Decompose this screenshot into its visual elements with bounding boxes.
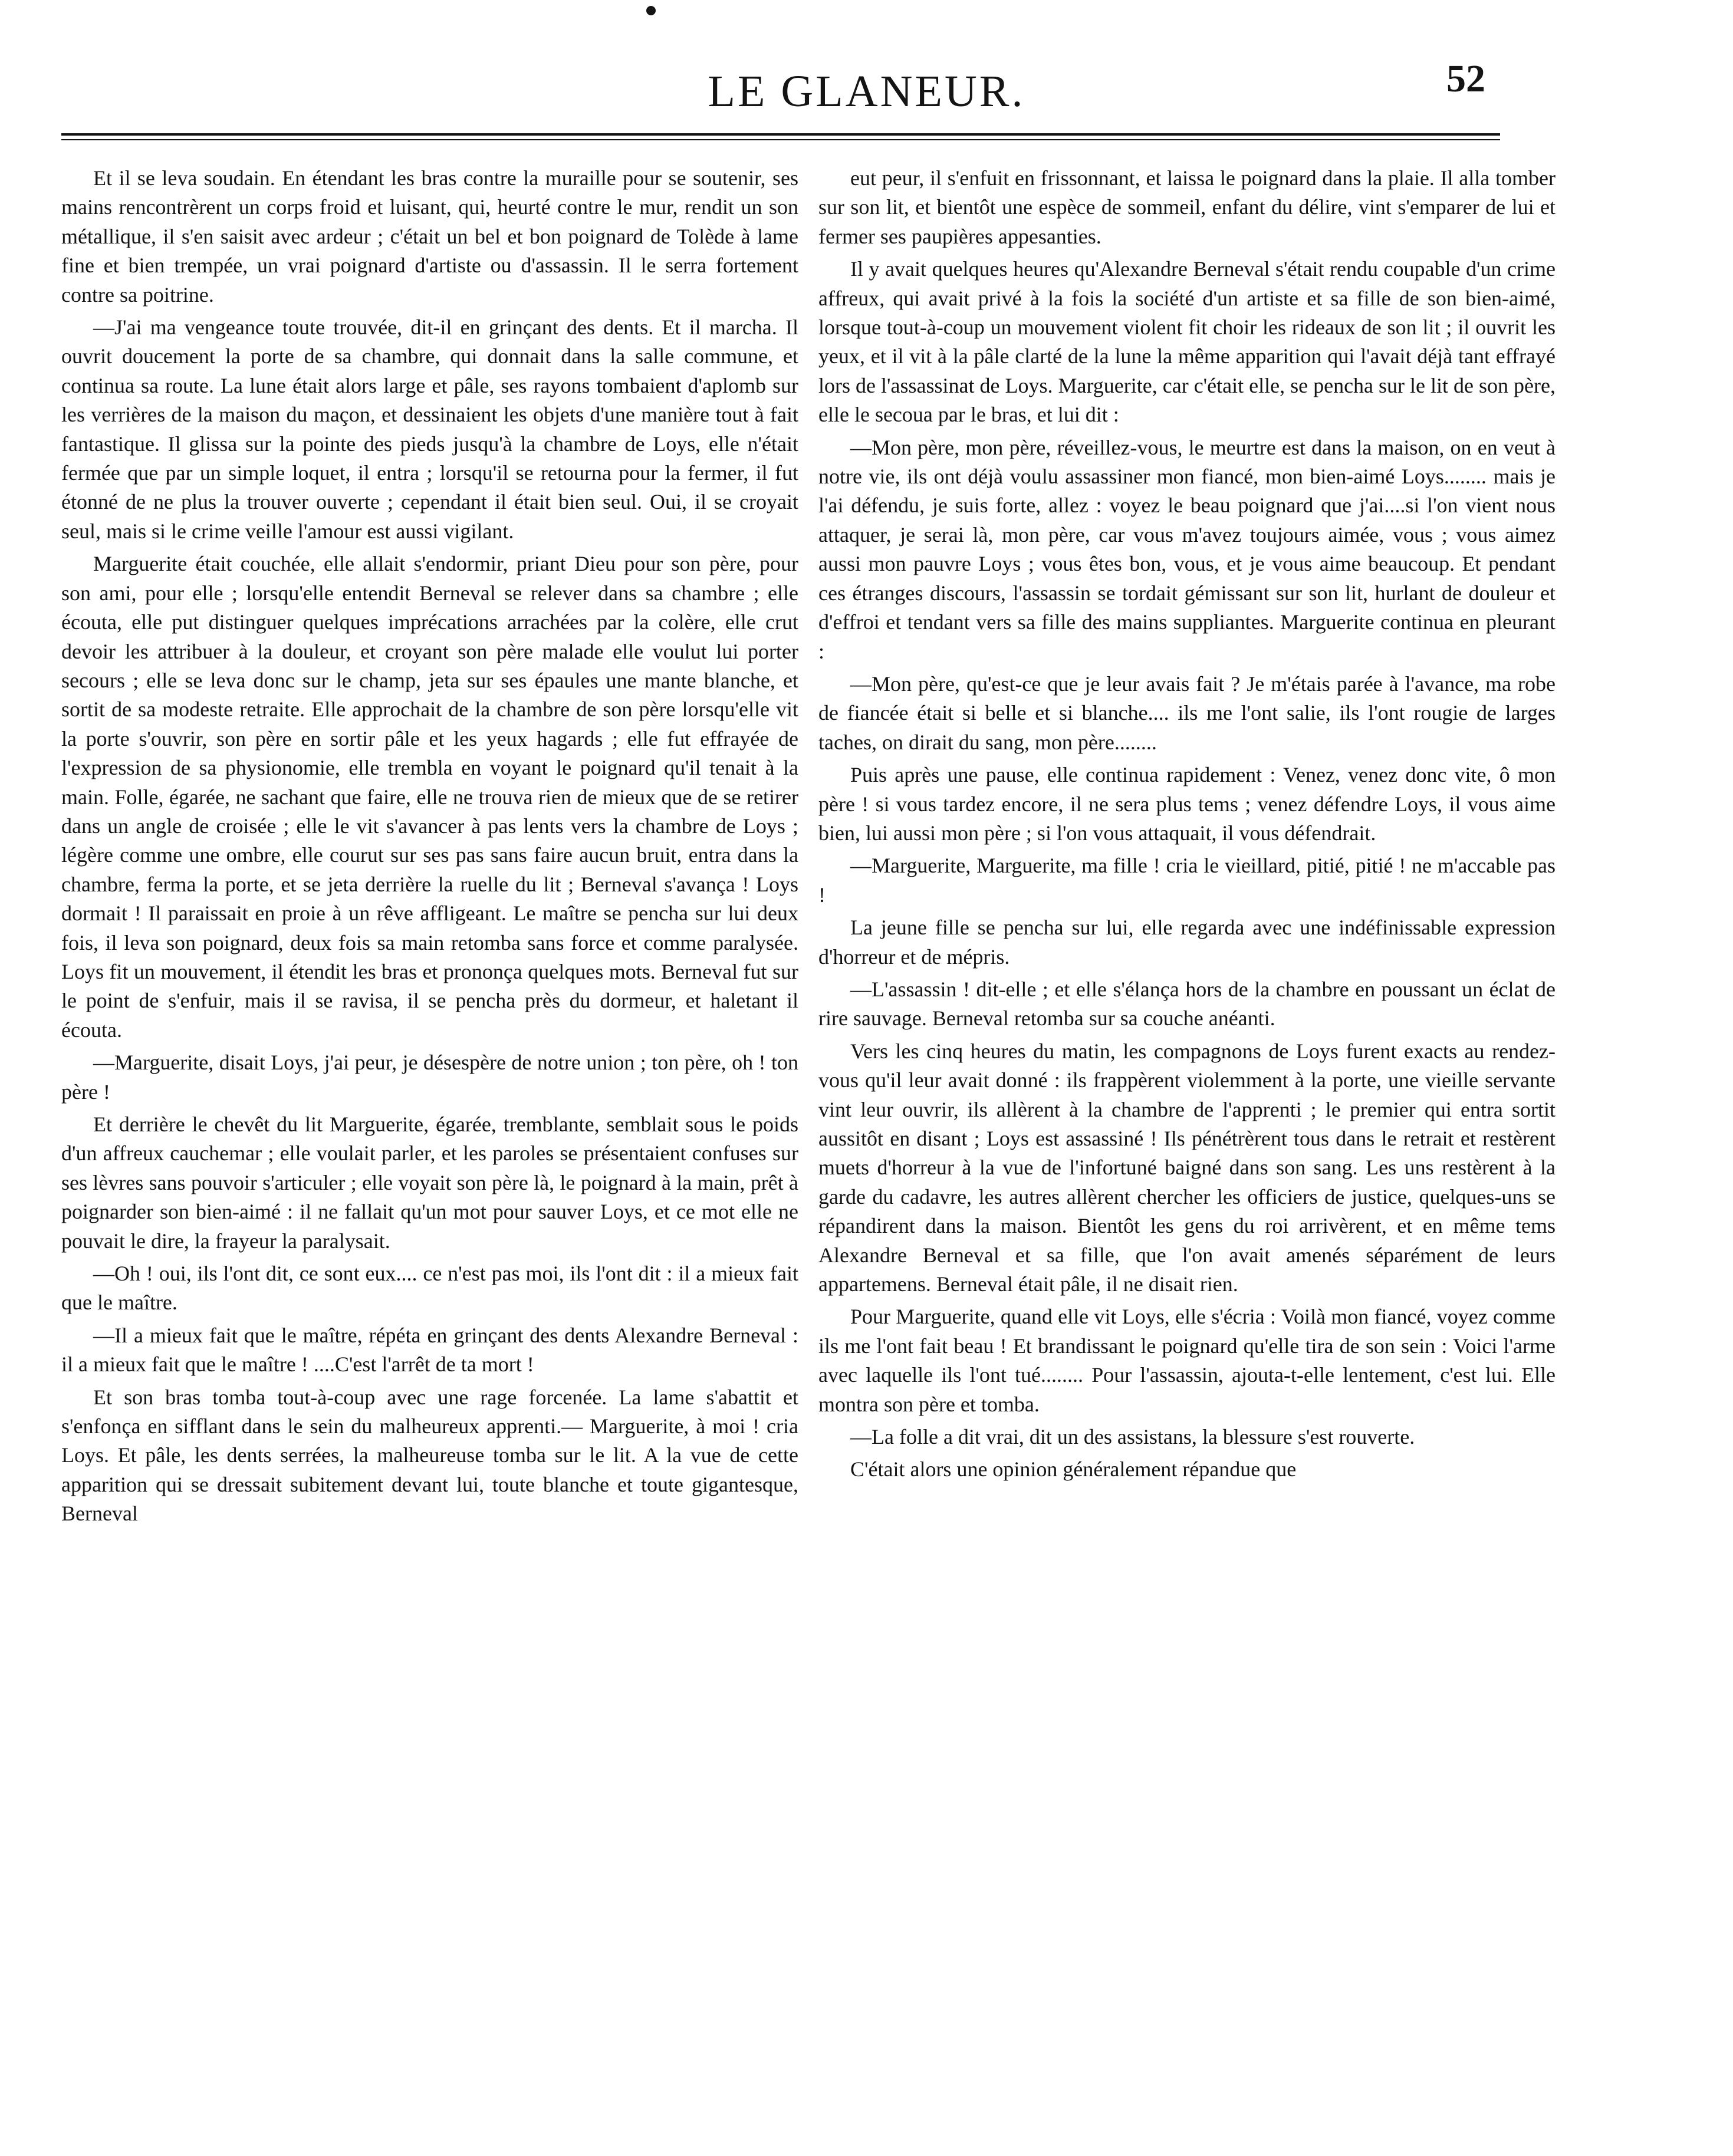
right-column	[818, 164, 1556, 2115]
header-rule	[61, 133, 1500, 136]
paragraph: —La folle a dit vrai, dit un des assistans, la blessure s'est rouverte.	[850, 1425, 1415, 1449]
page-title: LE GLANEUR.	[708, 67, 1025, 116]
paragraph: Puis après une pause, elle continua rapidement : Venez, venez donc vite, ô mon père ! si vous tardez encore, il ne sera plus tems ; venez défendre Loys, il vous aime bien, lui aussi mon père ; si l'on vous attaquait, il vous défendrait.	[818, 763, 1556, 845]
paragraph: Marguerite était couchée, elle allait s'endormir, priant Dieu pour son père, pour son ami, pour elle ; lorsqu'elle entendit Berneval se relever dans sa chambre ; elle écouta, elle put distinguer quelques imprécations arrachées par la colère, elle crut devoir les attribuer à la douleur, et croyant son père malade elle voulut lui porter secours ; elle se leva donc sur le champ, jeta sur ses épaules une mante blanche, et sortit de sa modeste retraite. Elle approchait de la chambre de son père lorsqu'elle vit la porte s'ouvrir, son père en sortir pâle et les yeux hagards ; elle fut effrayée de l'expression de sa physionomie, elle trembla en voyant le poignard qu'il tenait à la main. Folle, égarée, ne sachant que faire, elle ne trouva rien de mieux que de se retirer dans un angle de croisée ; elle le vit s'avancer à pas lents vers la chambre de Loys ; légère comme une ombre, elle courut sur ses pas sans faire aucun bruit, entra dans la chambre, ferma la porte, et se jeta derrière la ruelle du lit ; Berneval s'avança ! Loys dormait ! Il paraissait en proie à un rêve affligeant. Le maître se pencha sur lui deux fois, il leva son poignard, deux fois sa main retomba sans force et comme paralysée. Loys fit un mouvement, il étendit les bras et prononça quelques mots. Berneval fut sur le point de s'enfuir, mais il se ravisa, il se pencha près du dormeur, et haletant il écouta.	[61, 552, 798, 1042]
paragraph: —Mon père, mon père, réveillez-vous, le meurtre est dans la maison, on en veut à notre vie, ils ont déjà voulu assassiner mon fiancé, mon bien-aimé Loys........ mais je l'ai défendu, je suis forte, allez : voyez le beau poignard que j'ai....si l'on vient nous attaquer, je serai là, mon père, car vous m'avez toujours aimée, vous ; vous aimez aussi mon pauvre Loys ; vous êtes bon, vous, et je vous aime beaucoup. Et pendant ces étranges discours, l'assassin se tordait gémissant sur son lit, hurlant de douleur et d'effroi et tendant vers sa fille des mains suppliantes. Marguerite continua en pleurant :	[818, 435, 1556, 663]
paragraph: eut peur, il s'enfuit en frissonnant, et laissa le poignard dans la plaie. Il alla tomber sur son lit, et bientôt une espèce de sommeil, enfant du délire, vint s'emparer de lui et fermer ses paupières appesanties.	[818, 166, 1556, 248]
left-column	[61, 164, 798, 2115]
paragraph: La jeune fille se pencha sur lui, elle regarda avec une indéfinissable expression d'horreur et de mépris.	[818, 916, 1556, 969]
paragraph: —Marguerite, disait Loys, j'ai peur, je désespère de notre union ; ton père, oh ! ton père !	[61, 1051, 798, 1104]
header-rule-thin	[61, 139, 1500, 140]
paragraph: Il y avait quelques heures qu'Alexandre Berneval s'était rendu coupable d'un crime affreux, qui avait privé à la fois la société d'un artiste et sa fille de son bien-aimé, lorsque tout-à-coup un mouvement violent fit choir les rideaux de son lit ; il ouvrit les yeux, et il vit à la pâle clarté de la lune la même apparition qui l'avait déjà tant effrayé lors de l'assassinat de Loys. Marguerite, car c'était elle, se pencha sur le lit de son père, elle le secoua par le bras, et lui dit :	[818, 257, 1556, 427]
paragraph: —Il a mieux fait que le maître, répéta en grinçant des dents Alexandre Berneval : il a mieux fait que le maître ! ....C'est l'arrêt de ta mort !	[61, 1323, 798, 1377]
paragraph: —Marguerite, Marguerite, ma fille ! cria le vieillard, pitié, pitié ! ne m'accable pas !	[818, 854, 1556, 907]
paragraph: —Mon père, qu'est-ce que je leur avais fait ? Je m'étais parée à l'avance, ma robe de fiancée était si belle et si blanche.... ils me l'ont salie, ils l'ont rougie de larges taches, on dirait du sang, mon père........	[818, 672, 1556, 754]
paragraph: Et il se leva soudain. En étendant les bras contre la muraille pour se soutenir, ses mains rencontrèrent un corps froid et luisant, qui, heurté contre le mur, rendit un son métallique, il s'en saisit avec ardeur ; c'était un bel et bon poignard de Tolède à lame fine et bien trempée, un vrai poignard d'artiste ou d'assassin. Il le serra fortement contre sa poitrine.	[61, 166, 798, 307]
paragraph: Et derrière le chevêt du lit Marguerite, égarée, tremblante, semblait sous le poids d'un affreux cauchemar ; elle voulait parler, et les paroles se présentaient confuses sur ses lèvres sans pouvoir s'articuler ; elle voyait son père là, le poignard à la main, prêt à poignarder son bien-aimé : il ne fallait qu'un mot pour sauver Loys, et ce mot elle ne pouvait le dire, la frayeur la paralysait.	[61, 1112, 798, 1253]
paragraph: Pour Marguerite, quand elle vit Loys, elle s'écria : Voilà mon fiancé, voyez comme ils me l'ont fait beau ! Et brandissant le poignard qu'elle tira de son sein : Voici l'arme avec laquelle ils l'ont tué........ Pour l'assassin, ajouta-t-elle lentement, c'est lui. Elle montra son père et tomba.	[818, 1305, 1556, 1416]
paragraph: C'était alors une opinion généralement répandue que	[850, 1457, 1297, 1482]
page-number: 52	[1446, 57, 1485, 100]
paragraph: —Oh ! oui, ils l'ont dit, ce sont eux.... ce n'est pas moi, ils l'ont dit : il a mieux fait que le maître.	[61, 1262, 798, 1315]
paragraph: —L'assassin ! dit-elle ; et elle s'élança hors de la chambre en poussant un éclat de rire sauvage. Berneval retomba sur sa couche anéanti.	[818, 977, 1556, 1031]
paragraph: Vers les cinq heures du matin, les compagnons de Loys furent exacts au rendez-vous qu'il leur avait donné : ils frappèrent violemment à la porte, une vieille servante vint leur ouvrir, ils allèrent à la chambre de l'apprenti ; le premier qui entra sortit aussitôt en disant ; Loys est assassiné ! Ils pénétrèrent tous dans le retrait et restèrent muets d'horreur à la vue de l'infortuné baigné dans son sang. Les uns restèrent à la garde du cadavre, les autres allèrent chercher les officiers de justice, quelques-uns se répandirent dans la maison. Bientôt les gens du roi arrivèrent, et en même tems Alexandre Berneval et sa fille, que l'on avait amenés séparément de leurs appartemens. Berneval était pâle, il ne disait rien.	[818, 1039, 1556, 1296]
paragraph: —J'ai ma vengeance toute trouvée, dit-il en grinçant des dents. Et il marcha. Il ouvrit doucement la porte de sa chambre, qui donnait dans la salle commune, et continua sa route. La lune était alors large et pâle, ses rayons tombaient d'aplomb sur les verrières de la maison du maçon, et dessinaient les objets d'une manière tout à fait fantastique. Il glissa sur la pointe des pieds jusqu'à la chambre de Loys, elle n'était fermée que par un simple loquet, il entra ; lorsqu'il se retourna pour la fermer, il fut étonné de ne plus la trouver ouverte ; cependant il était bien seul. Oui, il se croyait seul, mais si le crime veille l'amour est aussi vigilant.	[61, 315, 798, 543]
printer-mark	[646, 6, 656, 15]
paragraph: Et son bras tomba tout-à-coup avec une rage forcenée. La lame s'abattit et s'enfonça en sifflant dans le sein du malheureux apprenti.— Marguerite, à moi ! cria Loys. Et pâle, les dents serrées, la malheureuse tomba sur le lit. A la vue de cette apparition qui se dressait subitement devant lui, toute blanche et toute gigantesque, Berneval	[61, 1385, 798, 1526]
